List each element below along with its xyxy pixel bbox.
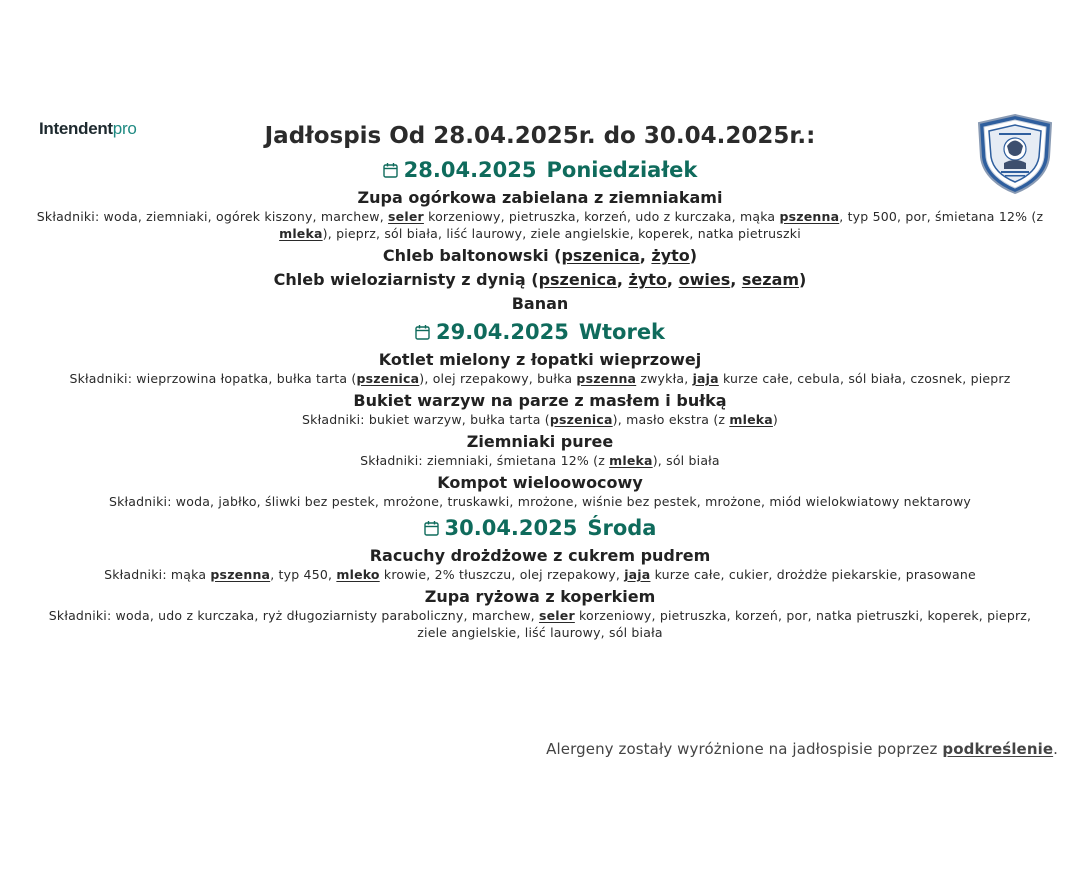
text-segment: ), masło ekstra (z bbox=[612, 412, 730, 427]
text-segment: Składniki: woda, ziemniaki, ogórek kiszony, marchew, bbox=[36, 209, 389, 224]
text-segment: Kotlet mielony z łopatki wieprzowej bbox=[378, 350, 702, 369]
allergen-mark: seler bbox=[538, 608, 575, 623]
text-segment: Racuchy drożdżowe z cukrem pudrem bbox=[369, 546, 711, 565]
page-title: Jadłospis Od 28.04.2025r. do 30.04.2025r.: bbox=[264, 123, 816, 149]
text-segment: ) bbox=[772, 412, 778, 427]
text-segment: Kompot wieloowocowy bbox=[437, 473, 643, 492]
allergen-mark: mleka bbox=[609, 453, 653, 468]
day-heading bbox=[28, 318, 1052, 346]
footnote-text: Alergeny zostały wyróżnione na jadłospisie poprzez bbox=[546, 740, 943, 758]
dish-name bbox=[28, 187, 1052, 208]
allergen-mark: owies bbox=[678, 270, 731, 289]
text-segment: Banan bbox=[511, 294, 569, 313]
day-section bbox=[28, 514, 1052, 641]
day-weekday: Wtorek bbox=[578, 320, 666, 344]
text-segment: korzeniowy, pietruszka, korzeń, udo z kurczaka, mąka bbox=[423, 209, 780, 224]
text-segment: Ziemniaki puree bbox=[466, 432, 614, 451]
text-segment: ), sól biała bbox=[652, 453, 720, 468]
dish-name bbox=[28, 349, 1052, 370]
dish-name bbox=[28, 472, 1052, 493]
dish-name bbox=[28, 269, 1052, 290]
allergen-mark: jaja bbox=[692, 371, 719, 386]
text-segment: Chleb baltonowski ( bbox=[382, 246, 562, 265]
text-segment: kurze całe, cukier, drożdże piekarskie, prasowane bbox=[650, 567, 976, 582]
dish-name bbox=[28, 293, 1052, 314]
text-segment: Zupa ryżowa z koperkiem bbox=[424, 587, 656, 606]
dish-ingredients bbox=[28, 208, 1052, 242]
text-segment: , typ 450, bbox=[270, 567, 337, 582]
text-segment: Zupa ogórkowa zabielana z ziemniakami bbox=[357, 188, 723, 207]
text-segment: Chleb wieloziarnisty z dynią ( bbox=[273, 270, 539, 289]
day-heading bbox=[28, 514, 1052, 542]
text-segment: , bbox=[616, 270, 629, 289]
text-segment: ) bbox=[799, 270, 807, 289]
text-segment: Bukiet warzyw na parze z masłem i bułką bbox=[353, 391, 727, 410]
dish-name bbox=[28, 390, 1052, 411]
dish-ingredients bbox=[28, 452, 1052, 469]
text-segment: ) bbox=[689, 246, 698, 265]
logo-accent-text: pro bbox=[112, 119, 137, 138]
dish-ingredients bbox=[28, 607, 1052, 641]
allergen-mark: pszenna bbox=[576, 371, 637, 386]
day-date: 28.04.2025 bbox=[403, 158, 537, 182]
dish-name bbox=[28, 431, 1052, 452]
text-segment: Składniki: woda, udo z kurczaka, ryż długoziarnisty paraboliczny, marchew, bbox=[48, 608, 539, 623]
day-heading bbox=[28, 156, 1052, 184]
text-segment: zwykła, bbox=[636, 371, 693, 386]
allergen-mark: sezam bbox=[741, 270, 800, 289]
text-segment: Składniki: wieprzowina łopatka, bułka tarta ( bbox=[69, 371, 357, 386]
calendar-icon bbox=[383, 162, 398, 178]
allergen-mark: mleko bbox=[336, 567, 380, 582]
allergen-mark: pszenna bbox=[210, 567, 271, 582]
allergen-mark: żyto bbox=[628, 270, 667, 289]
dish-ingredients bbox=[28, 411, 1052, 428]
dish-name bbox=[28, 586, 1052, 607]
text-segment: Składniki: woda, jabłko, śliwki bez pestek, mrożone, truskawki, mrożone, wiśnie bez pestek, mrożone, miód wielokwiatowy nektarowy bbox=[108, 494, 972, 509]
allergen-mark: pszenna bbox=[779, 209, 840, 224]
day-weekday: Poniedziałek bbox=[546, 158, 698, 182]
days-list bbox=[28, 156, 1052, 641]
allergen-mark: jaja bbox=[624, 567, 651, 582]
day-weekday: Środa bbox=[587, 516, 657, 540]
calendar-icon bbox=[424, 520, 439, 536]
text-segment: , bbox=[666, 270, 679, 289]
text-segment: , typ 500, por, śmietana 12% (z bbox=[839, 209, 1044, 224]
menu-content bbox=[28, 120, 1052, 641]
footnote-end: . bbox=[1053, 740, 1058, 758]
dish-ingredients bbox=[28, 370, 1052, 387]
allergen-mark: pszenica bbox=[549, 412, 613, 427]
logo-main-text: Intendent bbox=[39, 119, 113, 138]
text-segment: ), olej rzepakowy, bułka bbox=[419, 371, 577, 386]
text-segment: , bbox=[730, 270, 742, 289]
allergen-mark: pszenica bbox=[561, 246, 640, 265]
allergen-mark: pszenica bbox=[538, 270, 617, 289]
text-segment: korzeniowy, pietruszka, korzeń, por, natka pietruszki, koperek, pieprz, ziele angielskie, liść laurowy, sól biała bbox=[417, 608, 1032, 640]
text-segment: ), pieprz, sól biała, liść laurowy, ziele angielskie, koperek, natka pietruszki bbox=[322, 226, 801, 241]
day-date: 30.04.2025 bbox=[444, 516, 578, 540]
allergen-footnote bbox=[546, 740, 1058, 758]
allergen-mark: mleka bbox=[729, 412, 773, 427]
dish-ingredients bbox=[28, 566, 1052, 583]
allergen-mark: mleka bbox=[279, 226, 323, 241]
day-section bbox=[28, 318, 1052, 510]
dish-name bbox=[28, 545, 1052, 566]
dish-ingredients bbox=[28, 493, 1052, 510]
dish-name bbox=[28, 245, 1052, 266]
allergen-mark: seler bbox=[388, 209, 424, 224]
text-segment: krowie, 2% tłuszczu, olej rzepakowy, bbox=[379, 567, 625, 582]
text-segment: Składniki: ziemniaki, śmietana 12% (z bbox=[360, 453, 610, 468]
text-segment: kurze całe, cebula, sól biała, czosnek, pieprz bbox=[718, 371, 1011, 386]
text-segment: Składniki: mąka bbox=[104, 567, 211, 582]
calendar-icon bbox=[415, 324, 430, 340]
day-date: 29.04.2025 bbox=[435, 320, 569, 344]
allergen-mark: pszenica bbox=[356, 371, 420, 386]
footnote-emphasis: podkreślenie bbox=[942, 740, 1054, 758]
text-segment: Składniki: bukiet warzyw, bułka tarta ( bbox=[302, 412, 550, 427]
day-section bbox=[28, 156, 1052, 314]
allergen-mark: żyto bbox=[651, 246, 690, 265]
text-segment: , bbox=[639, 246, 652, 265]
